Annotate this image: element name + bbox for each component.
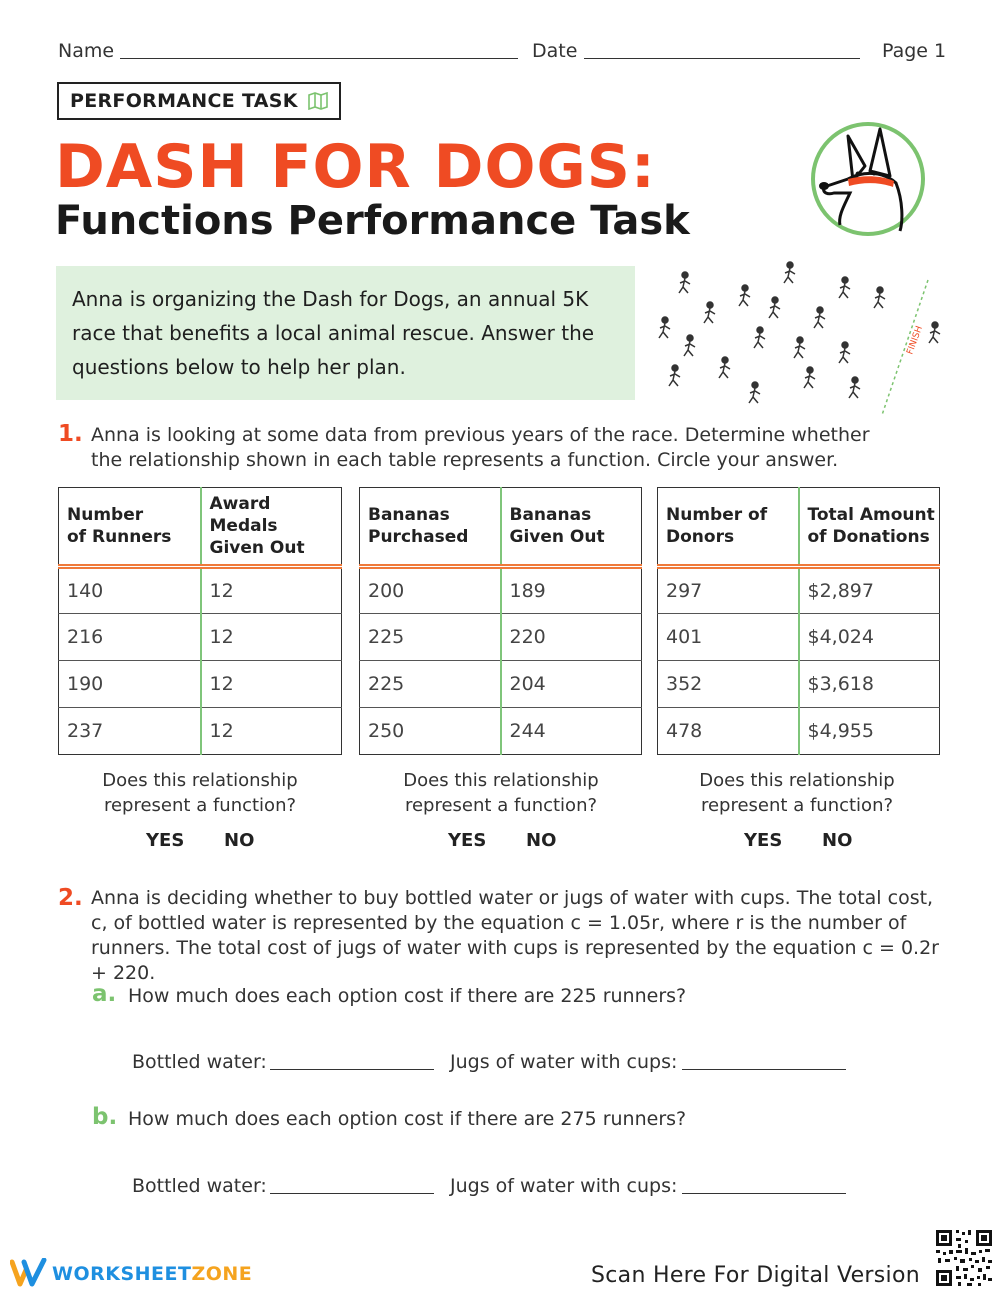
no-option-2[interactable]: NO — [526, 830, 557, 851]
table-header: Bananas Purchased — [360, 488, 501, 567]
qr-code-icon[interactable] — [934, 1228, 994, 1288]
worksheet-zone-logo-icon — [10, 1258, 48, 1288]
table-header: Award Medals Given Out — [201, 488, 342, 567]
page-title: DASH FOR DOGS: — [55, 132, 656, 202]
part-a-jugs-answer[interactable] — [682, 1069, 846, 1070]
runners-medals-table — [58, 487, 342, 755]
table-row — [59, 661, 342, 708]
table-row — [360, 567, 642, 614]
table-row — [59, 614, 342, 661]
table-row — [658, 708, 940, 755]
table-cell: 12 — [201, 708, 342, 755]
question-2-text: Anna is deciding whether to buy bottled water or jugs of water with cups. The total cost, c, of bottled water is represented by the equation c = 1.05r, where r is the number of runners. The total cost of jugs of water with cups is represented by the equation c = 0.2r + 220. — [91, 887, 939, 984]
table-row — [59, 708, 342, 755]
page-number: Page 1 — [882, 40, 947, 62]
logo-text-worksheet: WORKSHEET — [52, 1263, 192, 1285]
table-cell: 204 — [501, 661, 642, 708]
question-2-number: 2. — [58, 885, 83, 911]
table-cell: 250 — [360, 708, 501, 755]
function-question-3: Does this relationship represent a function? — [699, 770, 895, 816]
part-b-question: How much does each option cost if there are 275 runners? — [128, 1108, 687, 1130]
badge-label: PERFORMANCE TASK — [70, 90, 298, 112]
table-cell: 297 — [658, 567, 799, 614]
performance-task-badge — [57, 82, 341, 120]
table-cell: $4,955 — [799, 708, 940, 755]
table-cell: 244 — [501, 708, 642, 755]
yes-option-3[interactable]: YES — [744, 830, 783, 851]
table-cell: 12 — [201, 614, 342, 661]
date-label: Date — [532, 40, 578, 62]
part-a-bottled-label: Bottled water: — [132, 1051, 267, 1073]
table-cell: 12 — [201, 661, 342, 708]
question-1-number: 1. — [58, 421, 83, 447]
no-option-1[interactable]: NO — [224, 830, 255, 851]
table-cell: 225 — [360, 614, 501, 661]
table-cell: 352 — [658, 661, 799, 708]
table-cell: 200 — [360, 567, 501, 614]
scan-text: Scan Here For Digital Version — [591, 1263, 920, 1288]
name-label: Name — [58, 40, 115, 62]
table-cell: 216 — [59, 614, 201, 661]
part-a-letter: a. — [92, 981, 117, 1007]
part-b-bottled-answer[interactable] — [270, 1193, 434, 1194]
table-cell: 12 — [201, 567, 342, 614]
part-b-bottled-label: Bottled water: — [132, 1175, 267, 1197]
part-a-bottled-answer[interactable] — [270, 1069, 434, 1070]
table-cell: 237 — [59, 708, 201, 755]
table-row — [360, 661, 642, 708]
part-a-question: How much does each option cost if there are 225 runners? — [128, 985, 687, 1007]
name-field[interactable] — [120, 58, 518, 59]
table-header: Number of Donors — [658, 488, 799, 567]
table-cell: $2,897 — [799, 567, 940, 614]
table-header: Number of Runners — [59, 488, 201, 567]
table-cell: $4,024 — [799, 614, 940, 661]
table-cell: 478 — [658, 708, 799, 755]
table-row — [59, 567, 342, 614]
yes-option-1[interactable]: YES — [146, 830, 185, 851]
runners-illustration — [650, 250, 950, 420]
part-a-jugs-label: Jugs of water with cups: — [450, 1051, 678, 1073]
table-row — [360, 708, 642, 755]
table-cell: 190 — [59, 661, 201, 708]
finish-label: FINISH — [905, 324, 925, 357]
page-subtitle: Functions Performance Task — [55, 198, 690, 244]
table-cell: 220 — [501, 614, 642, 661]
map-icon — [308, 92, 328, 110]
table-cell: 401 — [658, 614, 799, 661]
intro-box: Anna is organizing the Dash for Dogs, an annual 5K race that benefits a local animal rescue. Answer the questions below to help her plan. — [56, 266, 635, 400]
table-row — [658, 567, 940, 614]
table-row — [658, 614, 940, 661]
dog-illustration — [808, 121, 928, 237]
table-row — [360, 614, 642, 661]
table-row — [658, 661, 940, 708]
part-b-jugs-answer[interactable] — [682, 1193, 846, 1194]
donors-table — [657, 487, 940, 755]
table-cell: 140 — [59, 567, 201, 614]
function-question-1: Does this relationship represent a function? — [102, 770, 298, 816]
part-b-letter: b. — [92, 1104, 118, 1130]
logo-text-zone: ZONE — [191, 1263, 253, 1285]
yes-option-2[interactable]: YES — [448, 830, 487, 851]
table-header: Bananas Given Out — [501, 488, 642, 567]
table-cell: 225 — [360, 661, 501, 708]
question-1-text: Anna is looking at some data from previous years of the race. Determine whether the relationship shown in each table represents a function. Circle your answer. — [91, 424, 870, 471]
date-field[interactable] — [584, 58, 860, 59]
part-b-jugs-label: Jugs of water with cups: — [450, 1175, 678, 1197]
worksheet-zone-logo[interactable] — [52, 1263, 252, 1285]
table-header: Total Amount of Donations — [799, 488, 940, 567]
table-cell: $3,618 — [799, 661, 940, 708]
no-option-3[interactable]: NO — [822, 830, 853, 851]
bananas-table — [359, 487, 642, 755]
table-cell: 189 — [501, 567, 642, 614]
function-question-2: Does this relationship represent a function? — [403, 770, 599, 816]
